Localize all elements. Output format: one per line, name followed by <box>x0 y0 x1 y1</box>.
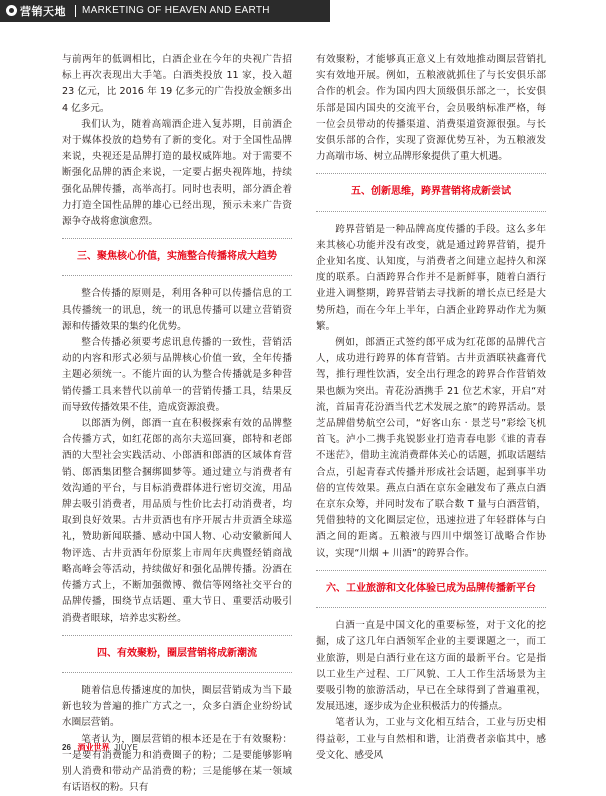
page-header <box>0 0 606 22</box>
paragraph: 以郎酒为例，郎酒一直在积极探索有效的品牌整合传播方式，如红花郎的高尔夫巡回赛，郎特和老郎酒的大型社会实践活动、小郎酒和郎酒的区域体育营销、郎酒集团整合捆绑圆梦等。通过建立与消费者有效沟通的平台，与目标消费群体进行密切交流，用品牌去吸引消费者，用品质与性价比去打动消费者，均取到良好效果。古井贡酒也有序开展古井贡酒全球巡礼，赞助新闻联播、感动中国人物、心动安徽新闻人物评选、古井贡酒年份原浆上市周年庆典暨经销商战略高峰会等活动，持续做好和强化品牌传播。汾酒在传播方式上，不断加强微博、微信等网络社交平台的品牌传播，围绕节点话题、重大节日、重要活动吸引消费者眼球，培养忠实粉丝。 <box>62 418 292 624</box>
section-name-en: MARKETING OF HEAVEN AND EARTH <box>82 5 270 16</box>
section-heading-block <box>62 635 292 673</box>
heading-rule <box>316 211 546 212</box>
paragraph: 我们认为，随着高端酒企进入复苏期，目前酒企对于媒体投放的趋势有了新的变化。对于全国性品牌来说，央视还是品牌打造的最权威阵地。对于需要不断强化品牌的酒企来说，一定要占据央视阵地，持续强化品牌传播，高举高打。同时也表明，部分酒企着力打造全国性品牌的雄心已经出现，预示未来广告资源争夺战将愈演愈烈。 <box>62 118 292 228</box>
header-bar <box>0 0 330 22</box>
right-column <box>316 52 546 764</box>
paragraph: 整合传播的原则是，利用各种可以传播信息的工具传播统一的讯息，统一的讯息传播可以建立营销资源和传播效果的集约化优势。 <box>62 288 292 332</box>
magazine-name: 酒业世界 <box>77 743 110 752</box>
paragraph: 整合传播必须要考虑讯息传播的一致性，营销活动的内容和形式必须与品牌核心价值一致，全年传播主题必须统一。不能片面的认为整合传播就是多种营销传播工具来替代以前单一的营销传播工具，结果反而导致传播效果不佳，造成资源浪费。 <box>62 337 292 413</box>
paragraph: 笔者认为，工业与文化相互结合，工业与历史相得益彰，工业与自然相和谐，让消费者亲临其中，感受文化、感受风 <box>316 717 546 761</box>
magazine-name-en: JIUYE <box>114 743 139 752</box>
paragraph: 笔者认为，圈层营销的根本还是在于有效聚粉：一是要有消费能力和消费圈子的粉；二是要能够影响别人消费和带动产品消费的粉；三是能够在某一领域有话语权的粉。只有 <box>62 733 292 794</box>
page-number: 26 <box>62 743 71 752</box>
section-heading-block <box>316 570 546 608</box>
section-heading: 六、工业旅游和文化体验已成为品牌传播新平台 <box>326 582 536 594</box>
paragraph: 随着信息传播速度的加快，圈层营销成为当下最新也较为普遍的推广方式之一，众多白酒企业纷纷试水圈层营销。 <box>62 684 292 729</box>
heading-rule <box>316 607 546 608</box>
section-heading: 三、聚焦核心价值，实施整合传播将成大趋势 <box>77 251 277 263</box>
circle-logo-icon <box>6 5 17 16</box>
heading-rule <box>62 672 292 673</box>
section-heading: 五、创新思维，跨界营销将成新尝试 <box>351 186 511 198</box>
header-divider <box>75 5 76 17</box>
heading-rule <box>62 238 292 239</box>
paragraph: 跨界营销是一种品牌高度传播的手段。这么多年来其核心功能并没有改变，就是通过跨界营销，提升企业知名度、认知度，与消费者之间建立起持久和深度的联系。白酒跨界合作并不是新鲜事，随着白酒行业进入调整期，跨界营销去寻找新的增长点已经是大势所趋，而在今年上半年，白酒企业跨界动作尤为频繁。 <box>316 223 546 332</box>
page-footer <box>62 742 138 753</box>
heading-rule <box>62 275 292 276</box>
heading-rule <box>316 173 546 174</box>
paragraph: 例如，郎酒正式签约郎平成为红花郎的品牌代言人，成功进行跨界的体育营销。古井贡酒联袂鑫膏代驾，推行理性饮酒，安全出行理念的跨界合作营销效果也颇为突出。青花汾酒携手 21 位艺术家，开启“对流，首届青花汾酒当代艺术发展之旅”的跨界活动。景芝品牌借势航空公司，“好客山东 · 景芝号”彩绘飞机首飞。泸小二携手兆锐影业打造青春电影《谁的青春不迷茫》，借助主流消费群体关心的话题，抓取话题结合点，引起青春式传播并形成社会话题，起到事半功倍的宣传效果。燕点白酒在京东金融发布了燕点白酒在京东众筹，并同时发布了联合数 T 量与白酒营销，凭借独特的文化圈层定位，迅速拉进了年轻群体与白酒之间的距离。五粮液与四川中烟签订战略合作协议，实现“川烟 + 川酒”的跨界合作。 <box>316 337 546 559</box>
heading-rule <box>316 570 546 571</box>
section-heading-block <box>62 238 292 276</box>
paragraph: 白酒一直是中国文化的重要标签，对于文化的挖掘，成了这几年白酒领军企业的主要课题之一，而工业旅游，则是白酒行业在这方面的最新平台。它是指以工业生产过程、工厂风貌、工人工作生活场景为主要吸引物的旅游活动，早已在全球得到了普遍重视，发展迅速，逐步成为企业积极活力的传播点。 <box>316 620 546 713</box>
heading-rule <box>62 635 292 636</box>
section-heading-block <box>316 173 546 211</box>
paragraph: 有效聚粉，才能够真正意义上有效地推动圈层营销扎实有效地开展。例如，五粮液就抓住了与长安俱乐部合作的机会。作为国内四大顶级俱乐部之一，长安俱乐部是国内国央的交流平台，会员吸纳标准严格，每一位会员带动的传播渠道、消费渠道资源很强。与长安俱乐部的合作，实现了资源优势互补，为五粮液发力高端市场、树立品牌形象提供了重大机遇。 <box>316 54 546 163</box>
section-heading: 四、有效聚粉，圈层营销将成新潮流 <box>97 647 257 659</box>
section-name: 营销天地 <box>20 5 66 18</box>
paragraph: 与前两年的低调相比，白酒企业在今年的央视广告招标上再次表现出大手笔。白酒类投放 11 家，投入超 23 亿元，比 2016 年 19 亿多元的广告投放金额多出 4 亿多元。 <box>62 54 292 114</box>
left-column <box>62 52 292 796</box>
